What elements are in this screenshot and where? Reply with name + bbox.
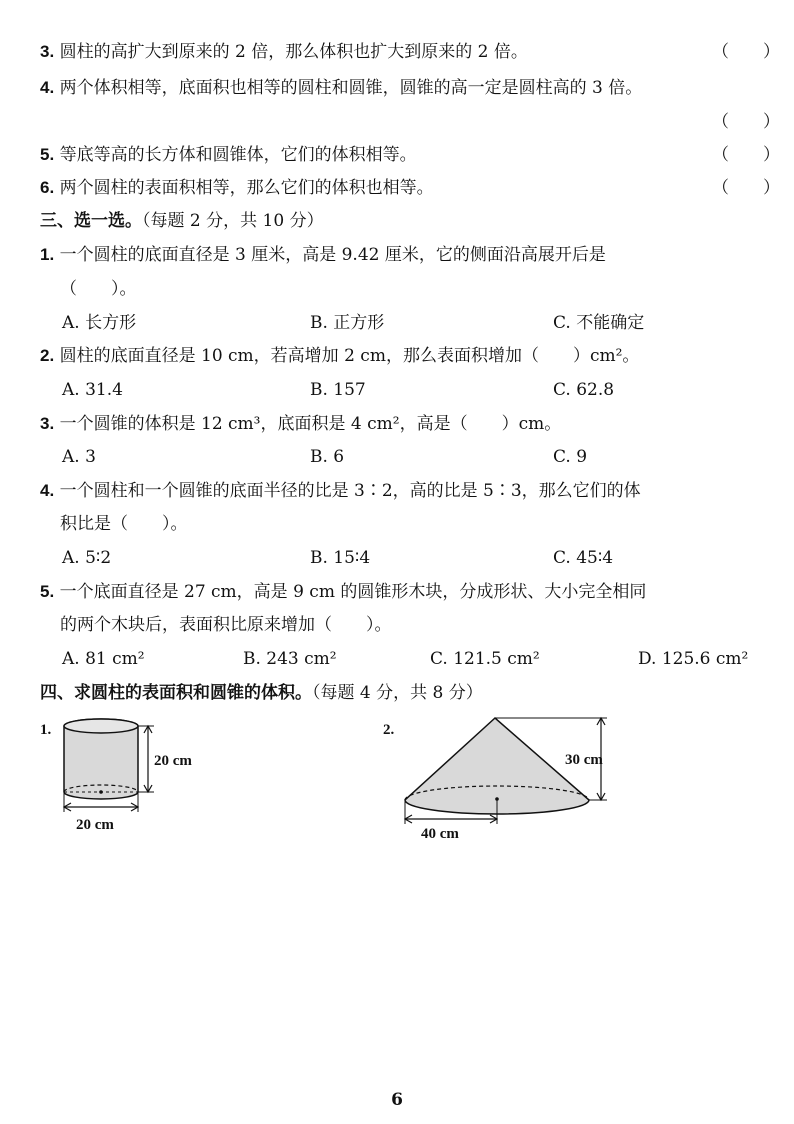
option-a[interactable]: A. 31.4 xyxy=(62,380,123,400)
question-text: 一个底面直径是 27 cm，高是 9 cm 的圆锥形木块，分成形状、大小完全相同 xyxy=(59,582,647,602)
choice-q4 xyxy=(40,479,641,503)
question-number: 3. xyxy=(40,414,55,433)
question-number: 6. xyxy=(40,178,55,197)
answer-parentheses[interactable]: （ ） xyxy=(712,112,780,132)
question-text: 两个体积相等，底面积也相等的圆柱和圆锥，圆锥的高一定是圆柱高的 3 倍。 xyxy=(59,78,643,98)
question-text-cont: 积比是（ ）。 xyxy=(60,514,188,534)
question-number: 5. xyxy=(40,582,55,601)
height-label: 30 cm xyxy=(565,752,603,768)
section-title: 四、求圆柱的表面积和圆锥的体积。 xyxy=(40,683,312,703)
section-title: 三、选一选。 xyxy=(40,211,142,231)
question-text: 两个圆柱的表面积相等，那么它们的体积也相等。 xyxy=(59,178,434,198)
option-b[interactable]: B. 243 cm² xyxy=(243,649,337,669)
judge-q3 xyxy=(40,40,528,64)
question-text: 圆柱的高扩大到原来的 2 倍，那么体积也扩大到原来的 2 倍。 xyxy=(59,42,528,62)
option-a[interactable]: A. 5∶2 xyxy=(62,548,112,568)
question-text: 一个圆锥的体积是 12 cm³，底面积是 4 cm²，高是（ ）cm。 xyxy=(59,414,562,434)
cylinder-figure xyxy=(30,712,230,837)
question-text-cont: （ ）。 xyxy=(60,279,137,299)
question-text: 等底等高的长方体和圆锥体，它们的体积相等。 xyxy=(59,145,417,165)
page-number: 6 xyxy=(391,1090,403,1110)
option-d[interactable]: D. 125.6 cm² xyxy=(638,649,749,669)
option-c[interactable]: C. 62.8 xyxy=(553,380,615,400)
answer-parentheses[interactable]: （ ） xyxy=(712,42,780,62)
option-a[interactable]: A. 81 cm² xyxy=(62,649,145,669)
question-text: 一个圆柱的底面直径是 3 厘米，高是 9.42 厘米，它的侧面沿高展开后是 xyxy=(59,245,606,265)
radius-label: 40 cm xyxy=(421,826,459,842)
option-c[interactable]: C. 45∶4 xyxy=(553,548,614,568)
option-c[interactable]: C. 不能确定 xyxy=(553,313,645,333)
question-number: 4. xyxy=(40,78,55,97)
question-text: 一个圆柱和一个圆锥的底面半径的比是 3∶2，高的比是 5∶3，那么它们的体 xyxy=(59,481,641,501)
option-b[interactable]: B. 15∶4 xyxy=(310,548,371,568)
judge-q6 xyxy=(40,176,434,200)
choice-q1 xyxy=(40,243,606,267)
cone-figure xyxy=(375,712,635,847)
question-text: 圆柱的底面直径是 10 cm，若高增加 2 cm，那么表面积增加（ ）cm²。 xyxy=(59,346,640,366)
figure-number: 1. xyxy=(40,722,52,738)
option-c[interactable]: C. 121.5 cm² xyxy=(430,649,540,669)
section-3-heading xyxy=(40,209,324,233)
question-number: 4. xyxy=(40,481,55,500)
answer-parentheses[interactable]: （ ） xyxy=(712,178,780,198)
option-c[interactable]: C. 9 xyxy=(553,447,588,467)
option-b[interactable]: B. 正方形 xyxy=(310,313,385,333)
question-number: 3. xyxy=(40,42,55,61)
question-text-cont: 的两个木块后，表面积比原来增加（ ）。 xyxy=(60,615,392,635)
option-a[interactable]: A. 长方形 xyxy=(62,313,137,333)
judge-q5 xyxy=(40,143,417,167)
option-a[interactable]: A. 3 xyxy=(62,447,96,467)
height-label: 20 cm xyxy=(154,753,192,769)
section-note: （每题 4 分，共 8 分） xyxy=(312,683,483,703)
choice-q5 xyxy=(40,580,646,604)
choice-q3 xyxy=(40,412,561,436)
question-number: 2. xyxy=(40,346,55,365)
answer-parentheses[interactable]: （ ） xyxy=(712,145,780,165)
figure-number: 2. xyxy=(383,722,395,738)
question-number: 1. xyxy=(40,245,55,264)
choice-q2 xyxy=(40,344,639,368)
cylinder-top xyxy=(64,719,138,733)
judge-q4 xyxy=(40,76,642,100)
section-note: （每题 2 分，共 10 分） xyxy=(142,211,324,231)
section-4-heading xyxy=(40,681,483,705)
center-point xyxy=(99,790,103,794)
option-b[interactable]: B. 157 xyxy=(310,380,366,400)
question-number: 5. xyxy=(40,145,55,164)
option-b[interactable]: B. 6 xyxy=(310,447,345,467)
diameter-label: 20 cm xyxy=(76,817,114,833)
